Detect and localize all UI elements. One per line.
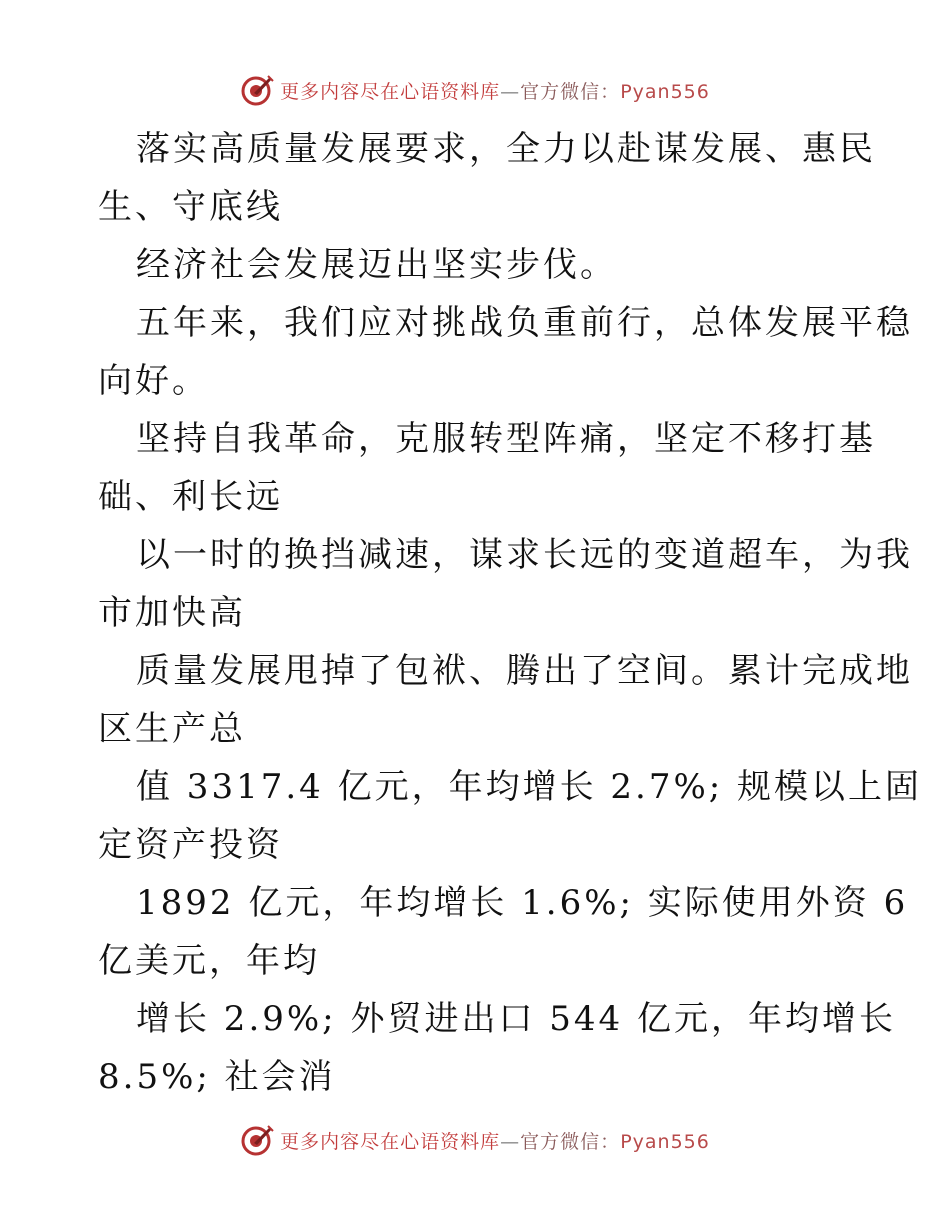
paragraph-line: 生、守底线 (98, 187, 283, 227)
quill-circle-icon (240, 73, 274, 107)
paragraph (98, 294, 913, 410)
paragraph-line: 经济社会发展迈出坚实步伐。 (136, 245, 617, 285)
paragraph-line: 1892 亿元，年均增长 1.6%; 实际使用外资 6 (136, 883, 909, 923)
paragraph-line: 础、利长远 (98, 477, 283, 517)
document-body (98, 120, 923, 1106)
paragraph-line: 定资产投资 (98, 825, 283, 865)
banner-wechat-label: 官方微信： (520, 80, 621, 103)
paragraph-line: 五年来，我们应对挑战负重前行，总体发展平稳 (136, 303, 913, 343)
banner-text (280, 1127, 710, 1154)
banner-content (240, 73, 710, 107)
banner-content (240, 1123, 710, 1157)
paragraph (98, 758, 923, 874)
paragraph (98, 990, 896, 1106)
banner-wechat-label: 官方微信： (520, 1130, 621, 1153)
banner-separator: — (500, 1130, 521, 1153)
paragraph (98, 120, 876, 236)
paragraph-line: 市加快高 (98, 593, 246, 633)
banner-separator: — (500, 80, 521, 103)
paragraph (98, 410, 876, 526)
footer-banner (0, 1120, 950, 1160)
banner-wechat-id: Pyan556 (620, 80, 710, 103)
paragraph-line: 坚持自我革命，克服转型阵痛，坚定不移打基 (136, 419, 876, 459)
paragraph (98, 874, 909, 990)
banner-wechat-id: Pyan556 (620, 1130, 710, 1153)
paragraph (98, 236, 858, 294)
banner-site: 更多内容尽在心语资料库 (280, 1130, 501, 1153)
paragraph (98, 526, 913, 642)
paragraph (98, 642, 913, 758)
banner-text (280, 77, 710, 104)
paragraph-line: 以一时的换挡减速，谋求长远的变道超车，为我 (136, 535, 913, 575)
quill-circle-icon (240, 1123, 274, 1157)
paragraph-line: 质量发展甩掉了包袱、腾出了空间。累计完成地 (136, 651, 913, 691)
paragraph-line: 区生产总 (98, 709, 246, 749)
paragraph-line: 8.5%; 社会消 (98, 1057, 336, 1097)
banner-site: 更多内容尽在心语资料库 (280, 80, 501, 103)
paragraph-line: 向好。 (98, 361, 209, 401)
header-banner (0, 70, 950, 110)
paragraph-line: 值 3317.4 亿元，年均增长 2.7%; 规模以上固 (136, 767, 923, 807)
paragraph-line: 亿美元，年均 (98, 941, 320, 981)
paragraph-line: 落实高质量发展要求，全力以赴谋发展、惠民 (136, 129, 876, 169)
paragraph-line: 增长 2.9%; 外贸进出口 544 亿元，年均增长 (136, 999, 896, 1039)
